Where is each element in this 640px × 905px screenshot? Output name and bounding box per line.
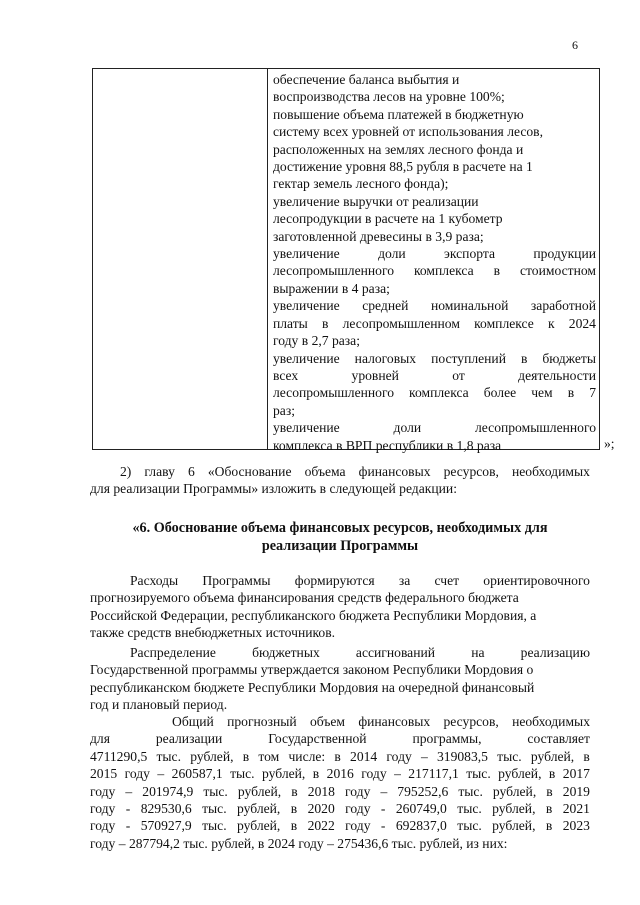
word: рублей,: [492, 783, 537, 799]
word: лесопромышленном: [342, 315, 460, 331]
text-line: [90, 696, 590, 713]
text-line: [90, 713, 590, 730]
word: 795252,6: [397, 783, 449, 799]
word: лесопродукции в расчете на 1 кубометр: [273, 211, 503, 227]
word: 692837,0: [395, 818, 447, 834]
word: доли: [378, 246, 406, 262]
word: продукции: [533, 246, 596, 262]
table-text-line: [273, 71, 596, 88]
word: в: [290, 801, 298, 817]
word: необходимых: [511, 464, 590, 479]
word: увеличение: [273, 350, 340, 366]
word: Государственной: [268, 731, 367, 747]
word: республиканском бюджете Республики Мордовия на очередной финансовый: [90, 679, 535, 695]
page-number: 6: [572, 38, 578, 52]
word: тыс.: [466, 766, 491, 782]
word: Общий: [172, 714, 214, 729]
word: комплексе: [474, 315, 534, 331]
word: раз;: [273, 402, 295, 418]
word: 217117,1: [408, 766, 459, 782]
word: 7: [589, 385, 596, 401]
word: в: [548, 766, 556, 782]
word: финансовых: [358, 714, 431, 729]
table-text-line: [273, 262, 596, 279]
word: тыс.: [457, 818, 482, 834]
word: –: [157, 766, 165, 782]
word: объем: [309, 714, 346, 729]
word: ассигнований: [355, 645, 436, 660]
text-line: [90, 783, 590, 800]
text-line: [90, 480, 590, 497]
text-line: [90, 463, 590, 480]
word: 2020: [307, 801, 335, 817]
word: -: [125, 801, 131, 817]
word: заготовленной древесины в 3,9 раза;: [273, 228, 484, 244]
word: прогнозный: [227, 714, 297, 729]
word: комплекса в ВРП республики в 1,8 раза: [273, 437, 502, 453]
word: тыс.: [230, 766, 255, 782]
word: для реализации Программы» изложить в следующей редакции:: [90, 481, 457, 497]
word: тыс.: [202, 801, 227, 817]
word: реализацию: [520, 645, 590, 660]
section-heading-line-1: «6. Обоснование объема финансовых ресурсов, необходимых для: [132, 520, 548, 536]
word: стоимостном: [519, 263, 596, 279]
word: достижение уровня 88,5 рубля в расчете на 1: [273, 159, 533, 175]
word: в: [545, 801, 553, 817]
word: рублей,: [492, 818, 536, 834]
table-text-line: [273, 175, 596, 192]
word: номинальной: [430, 298, 509, 314]
word: прогнозируемого объема финансирования средств федерального бюджета: [90, 590, 519, 606]
word: числе:: [288, 748, 326, 764]
word: увеличение: [273, 420, 340, 436]
table-text-line: [273, 88, 596, 105]
word: рублей,: [498, 766, 542, 782]
word: объема: [304, 464, 346, 479]
word: Российской Федерации, республиканского бюджета Республики Мордовия, а: [90, 607, 537, 623]
word: Государственной программы утверждается законом Республики Мордовия о: [90, 662, 534, 678]
table-text-line: [273, 315, 596, 332]
word: финансовых: [358, 464, 431, 479]
word: в: [242, 748, 250, 764]
word: 6: [187, 464, 195, 479]
word: реализации: [155, 731, 223, 747]
word: в: [520, 350, 528, 366]
word: доли: [393, 420, 422, 436]
word: платы: [273, 315, 308, 331]
word: 2018: [307, 783, 335, 799]
word: Распределение: [130, 645, 216, 660]
word: счет: [434, 573, 460, 588]
word: 570927,9: [140, 818, 192, 834]
word: рублей,: [262, 766, 306, 782]
word: 2014: [350, 748, 378, 764]
word: лесопромышленного: [273, 263, 394, 279]
word: поступлений: [431, 350, 506, 366]
word: 2024: [568, 315, 596, 331]
text-line: [90, 730, 590, 747]
table-text-line: [273, 297, 596, 314]
table-text-line: [273, 141, 596, 158]
word: Расходы: [130, 573, 179, 588]
text-line: [90, 624, 590, 641]
text-line: [90, 679, 590, 696]
word: на: [471, 645, 485, 660]
word: -: [380, 818, 386, 834]
word: Программы: [202, 573, 271, 588]
text-line: [90, 817, 590, 834]
word: в: [334, 748, 341, 764]
word: тыс.: [202, 818, 227, 834]
word: налоговых: [354, 350, 417, 366]
word: от: [452, 367, 465, 383]
word: год и плановый период.: [90, 697, 228, 713]
word: к: [547, 315, 555, 331]
word: более: [483, 385, 517, 401]
word: 4711290,5: [90, 748, 148, 764]
word: лесопромышленного: [273, 385, 394, 401]
word: –: [380, 783, 388, 799]
word: в: [322, 315, 329, 331]
table-text-line: [273, 280, 596, 297]
program-indicators-table: [92, 68, 600, 453]
word: комплекса: [413, 263, 474, 279]
word: 2017: [562, 766, 590, 782]
text-line: [90, 765, 590, 782]
table-text-line: [273, 402, 596, 419]
word: всех: [273, 367, 299, 383]
word: ресурсов,: [443, 714, 499, 729]
word: 2023: [562, 818, 590, 834]
word: увеличение: [273, 246, 340, 262]
word: 2): [120, 464, 132, 479]
word: увеличение выручки от реализации: [273, 193, 479, 209]
word: деятельности: [518, 367, 596, 383]
word: году: [90, 801, 116, 817]
word: в: [312, 766, 320, 782]
table-text-line: [273, 158, 596, 175]
table-left-cell: [93, 69, 268, 449]
word: 2016: [326, 766, 354, 782]
word: рублей,: [530, 748, 575, 764]
paragraph-total-volume: [90, 713, 590, 852]
word: рублей,: [237, 801, 281, 817]
word: рублей,: [492, 801, 536, 817]
section-heading: [90, 520, 590, 555]
word: ресурсов,: [443, 464, 499, 479]
word: в: [567, 385, 575, 401]
word: году: [345, 801, 371, 817]
word: комплекса: [409, 385, 469, 401]
word: систему всех уровней от использования лесов,: [273, 124, 543, 140]
word: главу: [144, 464, 175, 479]
word: выражении в 4 раза;: [273, 280, 390, 296]
word: 2015: [90, 766, 118, 782]
word: чем: [531, 385, 553, 401]
word: том: [258, 748, 280, 764]
table-text-line: [273, 332, 596, 349]
word: -: [125, 818, 131, 834]
word: –: [394, 766, 401, 782]
word: «Обоснование: [207, 464, 292, 479]
word: –: [125, 783, 133, 799]
text-line: [90, 800, 590, 817]
word: тыс.: [457, 801, 482, 817]
word: необходимых: [512, 714, 590, 729]
closing-quote-mark: »;: [604, 436, 615, 451]
word: повышение объема платежей в бюджетную: [273, 106, 524, 122]
table-text-line: [273, 384, 596, 401]
word: году: [361, 766, 387, 782]
text-line: [90, 589, 590, 606]
word: уровней: [351, 367, 399, 383]
table-text-line: [273, 367, 596, 384]
table-text-line: [273, 210, 596, 227]
word: рублей,: [190, 748, 234, 764]
text-line: [90, 572, 590, 589]
word: году: [386, 748, 412, 764]
word: лесопромышленного: [475, 420, 596, 436]
word: рублей,: [237, 818, 281, 834]
word: тыс.: [203, 783, 228, 799]
word: гектар земель лесного фонда);: [273, 176, 449, 192]
word: 2021: [562, 801, 590, 817]
word: году: [90, 818, 116, 834]
section-heading-line-2: реализации Программы: [261, 537, 419, 554]
word: расположенных на землях лесного фонда и: [273, 141, 524, 157]
word: в: [583, 748, 590, 764]
word: бюджетных: [252, 645, 320, 660]
text-line: [90, 835, 590, 852]
word: в: [291, 783, 298, 799]
word: обеспечение баланса выбытия и: [273, 72, 460, 87]
paragraph-budget-allocation: [90, 644, 590, 714]
word: за: [398, 573, 411, 588]
word: году: [345, 818, 371, 834]
word: 319083,5: [436, 748, 488, 764]
word: составляет: [527, 731, 590, 747]
word: экспорта: [444, 246, 495, 262]
paragraph-intro: [90, 463, 590, 498]
word: в: [546, 783, 553, 799]
word: году: [90, 783, 116, 799]
text-line: [90, 748, 590, 765]
table-text-line: [273, 193, 596, 210]
table-text-line: [273, 419, 596, 436]
text-line: [90, 607, 590, 624]
word: тыс.: [156, 748, 181, 764]
word: увеличение: [273, 298, 340, 314]
table-text-line: [273, 350, 596, 367]
word: 201974,9: [142, 783, 194, 799]
word: -: [380, 801, 386, 817]
word: рублей,: [237, 783, 282, 799]
word: году – 287794,2 тыс. рублей, в 2024 году – 275436,6 тыс. рублей, из них:: [90, 835, 508, 851]
word: в: [493, 263, 501, 279]
word: тыс.: [458, 783, 483, 799]
word: 829530,6: [140, 801, 192, 817]
word: заработной: [530, 298, 596, 314]
table-text-line: [273, 123, 596, 140]
word: для: [90, 731, 110, 747]
word: –: [420, 748, 428, 764]
word: 260587,1: [171, 766, 223, 782]
word: также средств внебюджетных источников.: [90, 625, 336, 641]
table-right-cell: [268, 69, 599, 453]
word: воспроизводства лесов на уровне 100%;: [273, 89, 505, 105]
word: программы,: [412, 731, 482, 747]
word: 2022: [307, 818, 335, 834]
word: году: [345, 783, 371, 799]
word: средней: [362, 298, 409, 314]
table-text-line: [273, 437, 596, 454]
word: 2019: [562, 783, 590, 799]
word: 260749,0: [395, 801, 447, 817]
word: году: [124, 766, 150, 782]
word: тыс.: [497, 748, 522, 764]
word: формируются: [294, 573, 375, 588]
word: ориентировочного: [483, 573, 590, 588]
word: в: [545, 818, 553, 834]
word: в: [290, 818, 298, 834]
paragraph-financing-sources: [90, 572, 590, 642]
text-line: [90, 644, 590, 661]
table-text-line: [273, 228, 596, 245]
table-text-line: [273, 245, 596, 262]
word: году в 2,7 раза;: [273, 333, 360, 349]
word: бюджеты: [542, 350, 596, 366]
text-line: [90, 661, 590, 678]
table-text-line: [273, 106, 596, 123]
